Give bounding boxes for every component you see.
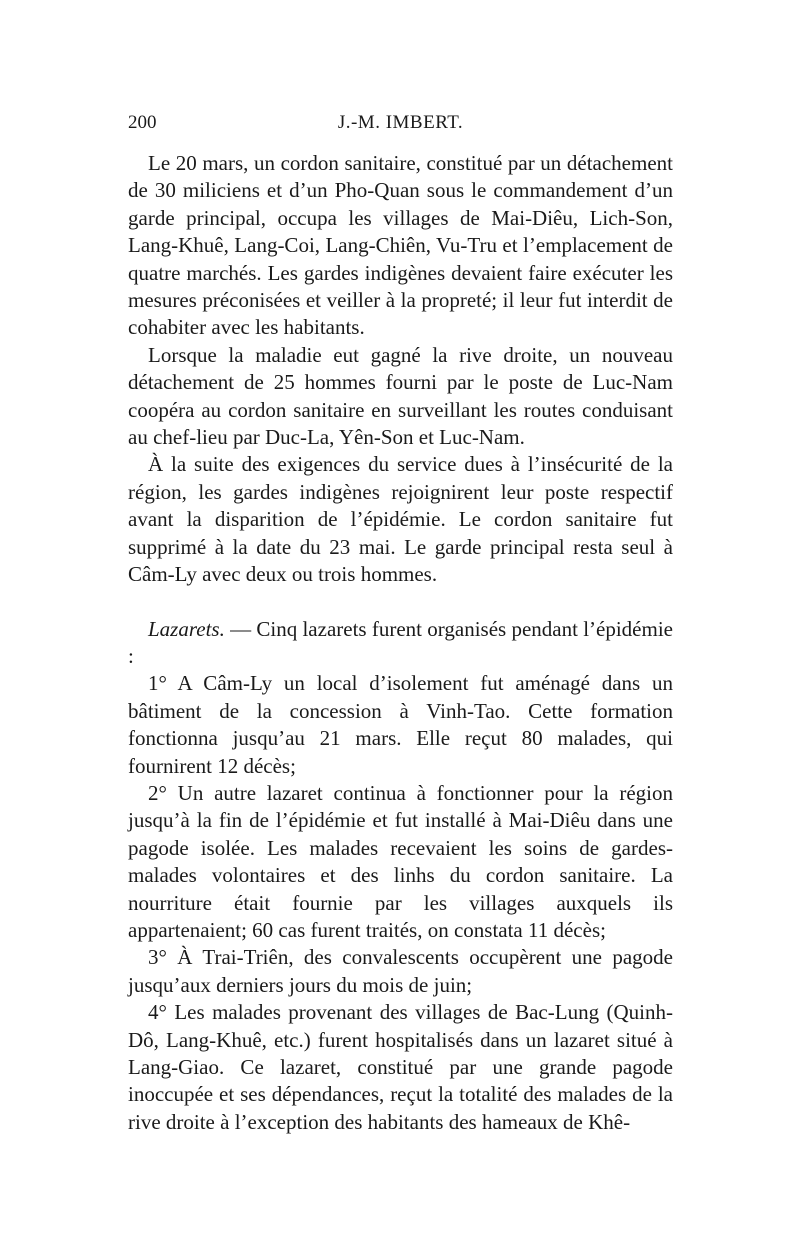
body-text [128,150,673,1136]
lazarets-list [128,670,673,1136]
section-lead-lazarets: Lazarets. [148,616,225,641]
paragraph-lazarets-intro [128,616,673,671]
paragraph-insecurite: À la suite des exigences du service dues à l’insécurité de la région, les gardes indigènes rejoignirent leur poste respectif avant la disparition de l’épidémie. Le cordon sanitaire fut supprimé à la date du 23 mai. Le garde principal resta seul à Câm-Ly avec deux ou trois hommes. [128,452,673,587]
lazaret-item-1: 1° A Câm-Ly un local d’isolement fut aménagé dans un bâtiment de la concession à Vinh-Tao. Cette formation fonctionna jusqu’au 21 mars. Elle reçut 80 malades, qui fournirent 12 décès; [128,671,673,778]
page-header [128,112,673,142]
page-number: 200 [128,112,157,133]
running-head: J.-M. IMBERT. [337,112,464,133]
lazaret-item-4: 4° Les malades provenant des villages de Bac-Lung (Quinh-Dô, Lang-Khuê, etc.) furent hospitalisés dans un lazaret situé à Lang-Giao. Ce lazaret, constitué par une grande pagode inoccupée et ses dépendances, reçut la totalité des malades de la rive droite à l’exception des habitants des hameaux de Khê- [128,1000,673,1134]
paragraph-rive-droite: Lorsque la maladie eut gagné la rive droite, un nouveau détachement de 25 hommes fourni par le poste de Luc-Nam coopéra au cordon sanitaire en surveillant les routes conduisant au chef-lieu par Duc-La, Yên-Son et Luc-Nam. [128,342,673,450]
lazaret-item-2: 2° Un autre lazaret continua à fonctionner pour la région jusqu’à la fin de l’épidémie et fut installé à Mai-Diêu dans une pagode isolée. Les malades recevaient les soins de gardes-malades volontaires et des linhs du cordon sanitaire. La nourriture était fournie par les villages auxquels ils appartenaient; 60 cas furent traités, on constata 11 décès; [128,780,673,942]
book-page [128,112,673,1136]
lazarets-intro-text: — Cinq lazarets furent organisés pendant l’épidémie : [128,616,673,668]
paragraph-cordon-sanitaire: Le 20 mars, un cordon sanitaire, constitué par un détachement de 30 miliciens et d’un Pho-Quan sous le commandement d’un garde principal, occupa les villages de Mai-Diêu, Lich-Son, Lang-Khuê, Lang-Coi, Lang-Chiên, Vu-Tru et l’emplacement de quatre marchés. Les gardes indigènes devaient faire exécuter les mesures préconisées et veiller à la propreté; il leur fut interdit de cohabiter avec les habitants. [128,151,673,340]
lazaret-item-3: 3° À Trai-Triên, des convalescents occupèrent une pagode jusqu’aux derniers jours du mois de juin; [128,945,673,997]
